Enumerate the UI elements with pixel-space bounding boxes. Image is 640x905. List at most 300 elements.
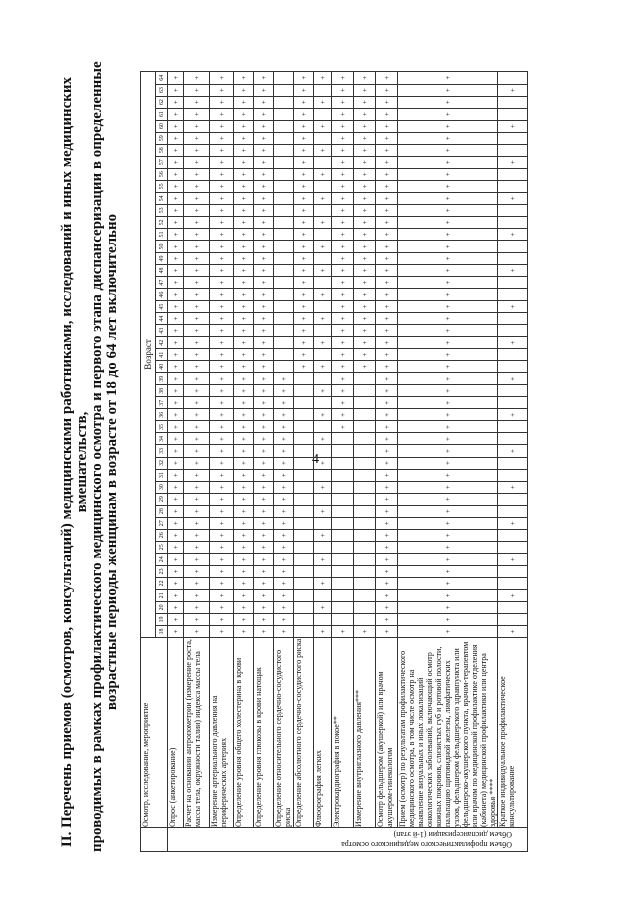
- mark-cell: [354, 433, 376, 445]
- mark-cell: +: [398, 517, 498, 529]
- mark-cell: [294, 589, 314, 601]
- mark-cell: +: [398, 505, 498, 517]
- mark-cell: +: [254, 385, 274, 397]
- mark-cell: +: [168, 253, 184, 265]
- row-label: Краткое индивидуальное профилактическое консультирование: [498, 638, 528, 828]
- mark-cell: +: [376, 481, 398, 493]
- mark-cell: +: [398, 132, 498, 144]
- mark-cell: +: [294, 84, 314, 96]
- mark-cell: +: [294, 301, 314, 313]
- mark-cell: [498, 325, 528, 337]
- mark-cell: [498, 565, 528, 577]
- mark-cell: +: [254, 577, 274, 589]
- mark-cell: +: [210, 156, 234, 168]
- exam-table: [140, 71, 528, 852]
- mark-cell: +: [376, 120, 398, 132]
- mark-cell: +: [376, 613, 398, 625]
- mark-cell: +: [314, 216, 332, 228]
- mark-cell: +: [332, 349, 354, 361]
- mark-cell: [498, 469, 528, 481]
- mark-cell: +: [210, 421, 234, 433]
- mark-cell: +: [168, 445, 184, 457]
- mark-cell: [274, 71, 294, 84]
- mark-cell: +: [254, 481, 274, 493]
- table-row: [332, 71, 354, 851]
- mark-cell: +: [234, 132, 254, 144]
- mark-cell: +: [234, 553, 254, 565]
- mark-cell: +: [498, 156, 528, 168]
- mark-cell: +: [294, 337, 314, 349]
- mark-cell: [294, 541, 314, 553]
- mark-cell: +: [234, 156, 254, 168]
- mark-cell: +: [234, 409, 254, 421]
- mark-cell: [354, 589, 376, 601]
- mark-cell: [498, 505, 528, 517]
- mark-cell: +: [376, 517, 398, 529]
- mark-cell: +: [184, 469, 210, 481]
- mark-cell: +: [314, 265, 332, 277]
- mark-cell: +: [398, 204, 498, 216]
- mark-cell: +: [168, 541, 184, 553]
- mark-cell: +: [498, 84, 528, 96]
- mark-cell: [354, 481, 376, 493]
- mark-cell: +: [210, 625, 234, 637]
- age-column-header: 25: [156, 541, 168, 553]
- mark-cell: +: [332, 180, 354, 192]
- mark-cell: [332, 613, 354, 625]
- mark-cell: [274, 240, 294, 252]
- age-column-header: 27: [156, 517, 168, 529]
- mark-cell: [498, 108, 528, 120]
- mark-cell: +: [184, 565, 210, 577]
- mark-cell: [314, 349, 332, 361]
- table-row: [398, 71, 498, 851]
- vertical-scope-labels: [168, 828, 528, 852]
- mark-cell: +: [294, 204, 314, 216]
- mark-cell: +: [354, 96, 376, 108]
- title-line-1: II. Перечень приемов (осмотров, консультаций) медицинскими работниками, исследований и иных медицинских: [59, 76, 75, 848]
- mark-cell: +: [184, 385, 210, 397]
- mark-cell: +: [184, 505, 210, 517]
- mark-cell: +: [184, 517, 210, 529]
- mark-cell: +: [168, 385, 184, 397]
- mark-cell: +: [254, 253, 274, 265]
- mark-cell: +: [332, 361, 354, 373]
- row-label: Определение уровня глюкозы в крови натощак: [254, 638, 274, 828]
- mark-cell: [498, 397, 528, 409]
- mark-cell: +: [354, 265, 376, 277]
- age-column-header: 21: [156, 589, 168, 601]
- mark-cell: [498, 457, 528, 469]
- mark-cell: +: [210, 349, 234, 361]
- mark-cell: [498, 601, 528, 613]
- mark-cell: +: [210, 457, 234, 469]
- mark-cell: +: [184, 289, 210, 301]
- mark-cell: [332, 445, 354, 457]
- mark-cell: +: [168, 289, 184, 301]
- mark-cell: [332, 541, 354, 553]
- mark-cell: +: [168, 96, 184, 108]
- mark-cell: +: [254, 553, 274, 565]
- mark-cell: +: [210, 445, 234, 457]
- mark-cell: +: [376, 409, 398, 421]
- mark-cell: [274, 96, 294, 108]
- mark-cell: +: [234, 469, 254, 481]
- mark-cell: +: [184, 204, 210, 216]
- mark-cell: +: [332, 397, 354, 409]
- mark-cell: +: [184, 301, 210, 313]
- mark-cell: +: [498, 481, 528, 493]
- mark-cell: +: [210, 301, 234, 313]
- mark-cell: +: [354, 253, 376, 265]
- mark-cell: +: [376, 421, 398, 433]
- mark-cell: [274, 325, 294, 337]
- age-column-header: 22: [156, 577, 168, 589]
- mark-cell: +: [210, 265, 234, 277]
- mark-cell: [354, 613, 376, 625]
- mark-cell: +: [254, 433, 274, 445]
- mark-cell: [294, 565, 314, 577]
- mark-cell: +: [398, 96, 498, 108]
- mark-cell: +: [168, 313, 184, 325]
- mark-cell: +: [398, 613, 498, 625]
- mark-cell: +: [498, 192, 528, 204]
- mark-cell: +: [210, 577, 234, 589]
- row-label: Флюорография легких: [314, 638, 332, 828]
- mark-cell: +: [332, 373, 354, 385]
- mark-cell: +: [184, 493, 210, 505]
- mark-cell: +: [332, 240, 354, 252]
- mark-cell: [498, 240, 528, 252]
- mark-cell: +: [274, 529, 294, 541]
- mark-cell: +: [210, 613, 234, 625]
- mark-cell: +: [354, 132, 376, 144]
- mark-cell: +: [314, 192, 332, 204]
- mark-cell: +: [184, 625, 210, 637]
- mark-cell: +: [314, 96, 332, 108]
- mark-cell: +: [254, 493, 274, 505]
- age-column-header: 31: [156, 469, 168, 481]
- mark-cell: [294, 445, 314, 457]
- mark-cell: +: [376, 180, 398, 192]
- age-column-header: 44: [156, 313, 168, 325]
- age-column-header: 23: [156, 565, 168, 577]
- mark-cell: +: [234, 481, 254, 493]
- mark-cell: +: [184, 553, 210, 565]
- table-row: [210, 71, 234, 851]
- mark-cell: +: [234, 457, 254, 469]
- age-column-header: 40: [156, 361, 168, 373]
- mark-cell: +: [354, 625, 376, 637]
- mark-cell: +: [314, 505, 332, 517]
- mark-cell: +: [354, 192, 376, 204]
- mark-cell: +: [184, 313, 210, 325]
- mark-cell: +: [184, 192, 210, 204]
- mark-cell: +: [254, 277, 274, 289]
- mark-cell: +: [274, 565, 294, 577]
- mark-cell: +: [184, 228, 210, 240]
- mark-cell: +: [210, 553, 234, 565]
- mark-cell: [314, 613, 332, 625]
- mark-cell: +: [210, 204, 234, 216]
- mark-cell: +: [398, 168, 498, 180]
- mark-cell: +: [274, 553, 294, 565]
- mark-cell: +: [314, 361, 332, 373]
- mark-cell: +: [234, 625, 254, 637]
- mark-cell: +: [254, 204, 274, 216]
- mark-cell: +: [254, 529, 274, 541]
- mark-cell: +: [234, 108, 254, 120]
- mark-cell: +: [332, 301, 354, 313]
- row-label: Определение абсолютного сердечно-сосудистого риска: [294, 638, 314, 828]
- mark-cell: [274, 216, 294, 228]
- mark-cell: +: [376, 132, 398, 144]
- mark-cell: [274, 265, 294, 277]
- mark-cell: +: [294, 71, 314, 84]
- mark-cell: [274, 156, 294, 168]
- mark-cell: +: [354, 301, 376, 313]
- mark-cell: +: [398, 421, 498, 433]
- mark-cell: +: [210, 108, 234, 120]
- mark-cell: +: [274, 445, 294, 457]
- mark-cell: [498, 289, 528, 301]
- mark-cell: +: [398, 589, 498, 601]
- mark-cell: +: [168, 493, 184, 505]
- mark-cell: +: [184, 180, 210, 192]
- mark-cell: +: [376, 625, 398, 637]
- mark-cell: [332, 493, 354, 505]
- mark-cell: +: [274, 385, 294, 397]
- mark-cell: [274, 228, 294, 240]
- mark-cell: +: [398, 301, 498, 313]
- mark-cell: +: [398, 337, 498, 349]
- mark-cell: +: [376, 397, 398, 409]
- mark-cell: [354, 385, 376, 397]
- table-row: [314, 71, 332, 851]
- mark-cell: +: [376, 228, 398, 240]
- mark-cell: +: [254, 613, 274, 625]
- mark-cell: [354, 541, 376, 553]
- mark-cell: +: [354, 120, 376, 132]
- mark-cell: +: [234, 84, 254, 96]
- mark-cell: +: [210, 517, 234, 529]
- age-column-header: 63: [156, 84, 168, 96]
- age-column-header: 36: [156, 409, 168, 421]
- mark-cell: +: [234, 385, 254, 397]
- mark-cell: +: [168, 373, 184, 385]
- table-row: [274, 71, 294, 851]
- mark-cell: +: [184, 277, 210, 289]
- mark-cell: +: [398, 313, 498, 325]
- mark-cell: +: [234, 421, 254, 433]
- mark-cell: [354, 409, 376, 421]
- mark-cell: +: [210, 337, 234, 349]
- mark-cell: +: [294, 156, 314, 168]
- mark-cell: +: [376, 108, 398, 120]
- mark-cell: +: [354, 156, 376, 168]
- mark-cell: +: [398, 253, 498, 265]
- mark-cell: [354, 601, 376, 613]
- mark-cell: [498, 541, 528, 553]
- title-line-3: проводимых в рамках профилактического медицинского осмотра и первого этапа диспансеризации в определенные: [89, 61, 105, 852]
- mark-cell: +: [168, 120, 184, 132]
- corner-header: Осмотр, исследование, мероприятие: [141, 638, 168, 828]
- mark-cell: +: [234, 601, 254, 613]
- mark-cell: +: [184, 409, 210, 421]
- mark-cell: +: [234, 313, 254, 325]
- mark-cell: +: [168, 361, 184, 373]
- mark-cell: +: [376, 240, 398, 252]
- mark-cell: +: [332, 325, 354, 337]
- mark-cell: +: [294, 96, 314, 108]
- mark-cell: +: [184, 601, 210, 613]
- mark-cell: +: [354, 240, 376, 252]
- mark-cell: +: [168, 433, 184, 445]
- mark-cell: +: [398, 433, 498, 445]
- mark-cell: +: [274, 517, 294, 529]
- mark-cell: +: [314, 433, 332, 445]
- mark-cell: +: [398, 325, 498, 337]
- mark-cell: +: [184, 240, 210, 252]
- mark-cell: +: [398, 84, 498, 96]
- mark-cell: +: [184, 529, 210, 541]
- mark-cell: +: [398, 541, 498, 553]
- mark-cell: +: [210, 228, 234, 240]
- mark-cell: +: [314, 71, 332, 84]
- mark-cell: [314, 204, 332, 216]
- mark-cell: +: [274, 409, 294, 421]
- mark-cell: +: [168, 216, 184, 228]
- mark-cell: +: [498, 337, 528, 349]
- mark-cell: +: [376, 289, 398, 301]
- mark-cell: [498, 144, 528, 156]
- mark-cell: +: [254, 601, 274, 613]
- age-column-header: 43: [156, 325, 168, 337]
- mark-cell: [294, 433, 314, 445]
- mark-cell: +: [254, 313, 274, 325]
- mark-cell: [498, 313, 528, 325]
- mark-cell: +: [294, 253, 314, 265]
- mark-cell: +: [314, 385, 332, 397]
- mark-cell: +: [184, 108, 210, 120]
- vertical-scope-label: Объем профилактического медицинского осмотра: [341, 840, 512, 849]
- mark-cell: +: [314, 168, 332, 180]
- mark-cell: +: [210, 216, 234, 228]
- mark-cell: +: [274, 625, 294, 637]
- age-column-header: 48: [156, 265, 168, 277]
- mark-cell: [274, 361, 294, 373]
- mark-cell: [314, 325, 332, 337]
- mark-cell: [354, 529, 376, 541]
- mark-cell: [314, 445, 332, 457]
- mark-cell: +: [354, 349, 376, 361]
- age-column-header: 53: [156, 204, 168, 216]
- mark-cell: +: [184, 71, 210, 84]
- mark-cell: +: [254, 228, 274, 240]
- mark-cell: +: [210, 433, 234, 445]
- mark-cell: [332, 577, 354, 589]
- mark-cell: +: [168, 240, 184, 252]
- mark-cell: +: [168, 517, 184, 529]
- age-column-header: 32: [156, 457, 168, 469]
- mark-cell: [354, 397, 376, 409]
- table-row: [184, 71, 210, 851]
- mark-cell: +: [210, 385, 234, 397]
- mark-cell: [498, 253, 528, 265]
- mark-cell: [294, 493, 314, 505]
- mark-cell: +: [332, 253, 354, 265]
- mark-cell: +: [398, 553, 498, 565]
- mark-cell: +: [210, 144, 234, 156]
- mark-cell: +: [294, 216, 314, 228]
- mark-cell: +: [168, 421, 184, 433]
- age-column-header: 39: [156, 373, 168, 385]
- mark-cell: +: [376, 589, 398, 601]
- mark-cell: [274, 204, 294, 216]
- mark-cell: +: [234, 613, 254, 625]
- mark-cell: +: [168, 565, 184, 577]
- mark-cell: +: [234, 493, 254, 505]
- age-column-header: 33: [156, 445, 168, 457]
- mark-cell: +: [398, 565, 498, 577]
- mark-cell: +: [376, 96, 398, 108]
- mark-cell: [354, 493, 376, 505]
- mark-cell: +: [254, 409, 274, 421]
- mark-cell: +: [376, 493, 398, 505]
- mark-cell: +: [234, 71, 254, 84]
- mark-cell: +: [254, 349, 274, 361]
- mark-cell: [314, 589, 332, 601]
- mark-cell: +: [294, 361, 314, 373]
- mark-cell: +: [332, 337, 354, 349]
- mark-cell: +: [294, 132, 314, 144]
- mark-cell: +: [376, 301, 398, 313]
- mark-cell: +: [294, 277, 314, 289]
- mark-cell: +: [314, 409, 332, 421]
- mark-cell: +: [376, 216, 398, 228]
- mark-cell: +: [234, 289, 254, 301]
- mark-cell: [314, 301, 332, 313]
- mark-cell: +: [254, 84, 274, 96]
- mark-cell: +: [498, 373, 528, 385]
- mark-cell: [274, 192, 294, 204]
- mark-cell: +: [184, 156, 210, 168]
- row-label: Расчет на основании антропометрии (измерение роста, массы тела, окружности талии) индекса массы тела: [184, 638, 210, 828]
- mark-cell: +: [376, 349, 398, 361]
- mark-cell: [294, 577, 314, 589]
- mark-cell: +: [354, 71, 376, 84]
- mark-cell: +: [398, 277, 498, 289]
- mark-cell: +: [184, 349, 210, 361]
- mark-cell: +: [398, 529, 498, 541]
- mark-cell: +: [498, 625, 528, 637]
- mark-cell: +: [234, 168, 254, 180]
- mark-cell: +: [376, 253, 398, 265]
- mark-cell: +: [274, 373, 294, 385]
- mark-cell: [354, 565, 376, 577]
- age-column-header: 56: [156, 168, 168, 180]
- table-row: [168, 71, 184, 851]
- mark-cell: +: [332, 192, 354, 204]
- mark-cell: +: [398, 156, 498, 168]
- mark-cell: [498, 361, 528, 373]
- mark-cell: [332, 433, 354, 445]
- mark-cell: [498, 168, 528, 180]
- mark-cell: +: [398, 625, 498, 637]
- mark-cell: [274, 168, 294, 180]
- mark-cell: [498, 71, 528, 84]
- mark-cell: +: [354, 361, 376, 373]
